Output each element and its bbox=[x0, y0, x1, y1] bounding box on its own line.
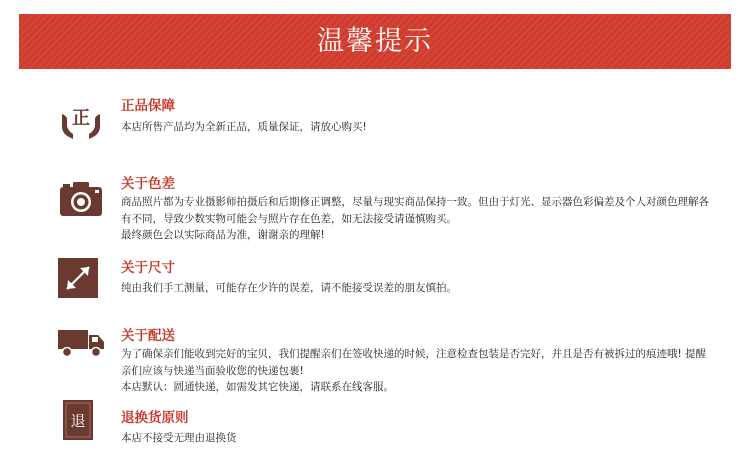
genuine-hands-icon bbox=[58, 98, 104, 144]
section-title-shipping: 关于配送 bbox=[121, 328, 175, 344]
genuine-text-line: 本店所售产品均为全新正品，质量保证，请放心购买! bbox=[121, 121, 367, 133]
section-title-genuine: 正品保障 bbox=[121, 98, 175, 114]
header-banner bbox=[19, 14, 731, 69]
section-title-returns: 退换货原则 bbox=[121, 410, 189, 426]
section-title-size: 关于尺寸 bbox=[121, 260, 175, 276]
shipping-text-line: 为了确保亲们能收到完好的宝贝，我们提醒亲们在签收快递的时候，注意检查包装是否完好，并且是否有被拆过的痕迹哦! 提醒亲们应该与快递当面验收您的快递包裹! bbox=[121, 348, 707, 377]
section-title-color: 关于色差 bbox=[121, 176, 175, 192]
truck-icon bbox=[58, 328, 106, 374]
camera-icon bbox=[58, 178, 104, 224]
return-icon bbox=[63, 400, 109, 446]
size-text-line: 纯由我们手工测量，可能存在少许的误差，请不能接受误差的朋友慎拍。 bbox=[121, 282, 457, 294]
resize-arrow-icon bbox=[58, 258, 104, 304]
return-icon-text: 退 bbox=[70, 412, 86, 430]
genuine-icon-text: 正 bbox=[72, 108, 90, 129]
color-text-line: 商品照片都为专业摄影师拍摄后和后期修正调整，尽量与现实商品保持一致。但由于灯光、显示器色彩偏差及个人对颜色理解各有不同，导致少数实物可能会与照片存在色差，如无法接受请谨慎购买。 bbox=[121, 196, 709, 225]
returns-text-line: 本店不接受无理由退换货 bbox=[121, 432, 237, 444]
color-text-line: 最终颜色会以实际商品为准，谢谢亲的理解! bbox=[121, 229, 325, 241]
shipping-text-line: 本店默认：圆通快递，如需发其它快递，请联系在线客服。 bbox=[121, 381, 394, 393]
banner-title: 温馨提示 bbox=[317, 26, 433, 57]
